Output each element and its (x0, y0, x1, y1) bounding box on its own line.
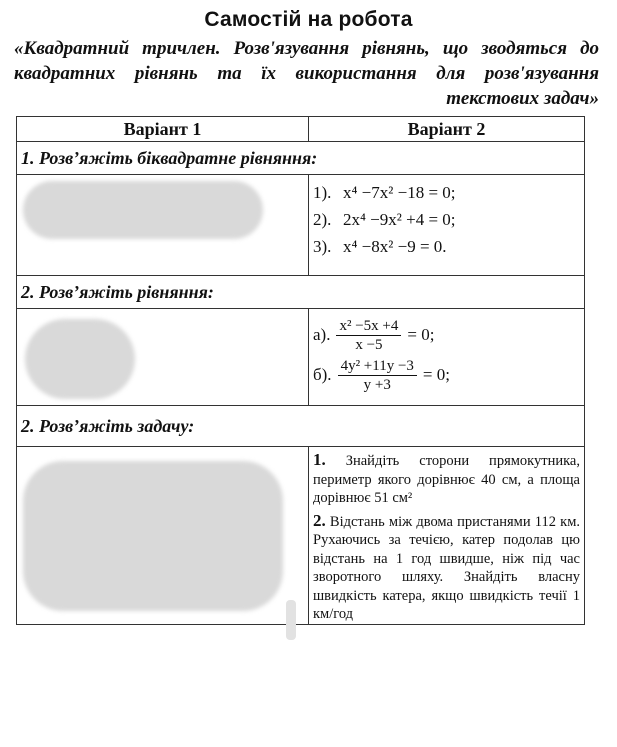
variant-header-row (17, 117, 585, 142)
page-subtitle: «Квадратний тричлен. Розв'язування рівнянь, що зводяться до квадратних рівнянь та їх використання для розв'язування текстових задач» (14, 38, 599, 109)
section2-heading-row (17, 276, 585, 309)
variant1-section2-redacted (17, 309, 309, 406)
word-problem-2: 2. Відстань між двома пристанями 112 км. Рухаючись за течією, катер подолав цю відстань на 1 год швидше, ніж під час зворотного шляху. Знайдіть власну швидкість катера, якщо швидкість течії 1 км/год (313, 510, 581, 622)
variant2-section3-cell (309, 447, 585, 625)
rational-eq-b: б). $\frac{\text{4y² +11y −3}}{y +3}$ = 0; (313, 357, 450, 393)
redaction-blot (25, 319, 135, 399)
section3-heading-row (17, 406, 585, 447)
rational-eq-a: а). $\frac{\text{x² −5x +4}}{x -5}$ = 0; (313, 317, 435, 353)
biquad-eq-1: 1). x⁴ −7x² −18 = 0; (313, 183, 456, 202)
section2-content-row (17, 309, 585, 406)
redaction-blot (23, 181, 263, 239)
word-problem-1: 1. Знайдіть сторони прямокутника, периметр якого дорівнює 40 см, а площа дорівнює 51 см² (313, 450, 580, 506)
variant1-header: Варіант 1 (17, 117, 309, 142)
scan-smudge (286, 600, 296, 640)
variant1-section1-redacted (17, 175, 309, 276)
variant2-header: Варіант 2 (309, 117, 585, 142)
worksheet-table (16, 116, 585, 625)
redaction-blot (23, 461, 283, 611)
variant1-section3-redacted (17, 447, 309, 625)
biquad-eq-3: 3). x⁴ −8x² −9 = 0. (313, 237, 447, 256)
section1-heading-row (17, 142, 585, 175)
biquad-eq-2: 2). 2x⁴ −9x² +4 = 0; (313, 210, 456, 229)
page-title: Самостій на робота (204, 8, 413, 31)
variant2-section2-cell (309, 309, 585, 406)
section1-content-row (17, 175, 585, 276)
section3-content-row (17, 447, 585, 625)
section1-heading: 1. Розв’яжіть біквадратне рівняння: (17, 142, 585, 175)
section3-heading: 2. Розв’яжіть задачу: (17, 406, 585, 447)
section2-heading: 2. Розв’яжіть рівняння: (17, 276, 585, 309)
variant2-section1-cell (309, 175, 585, 276)
